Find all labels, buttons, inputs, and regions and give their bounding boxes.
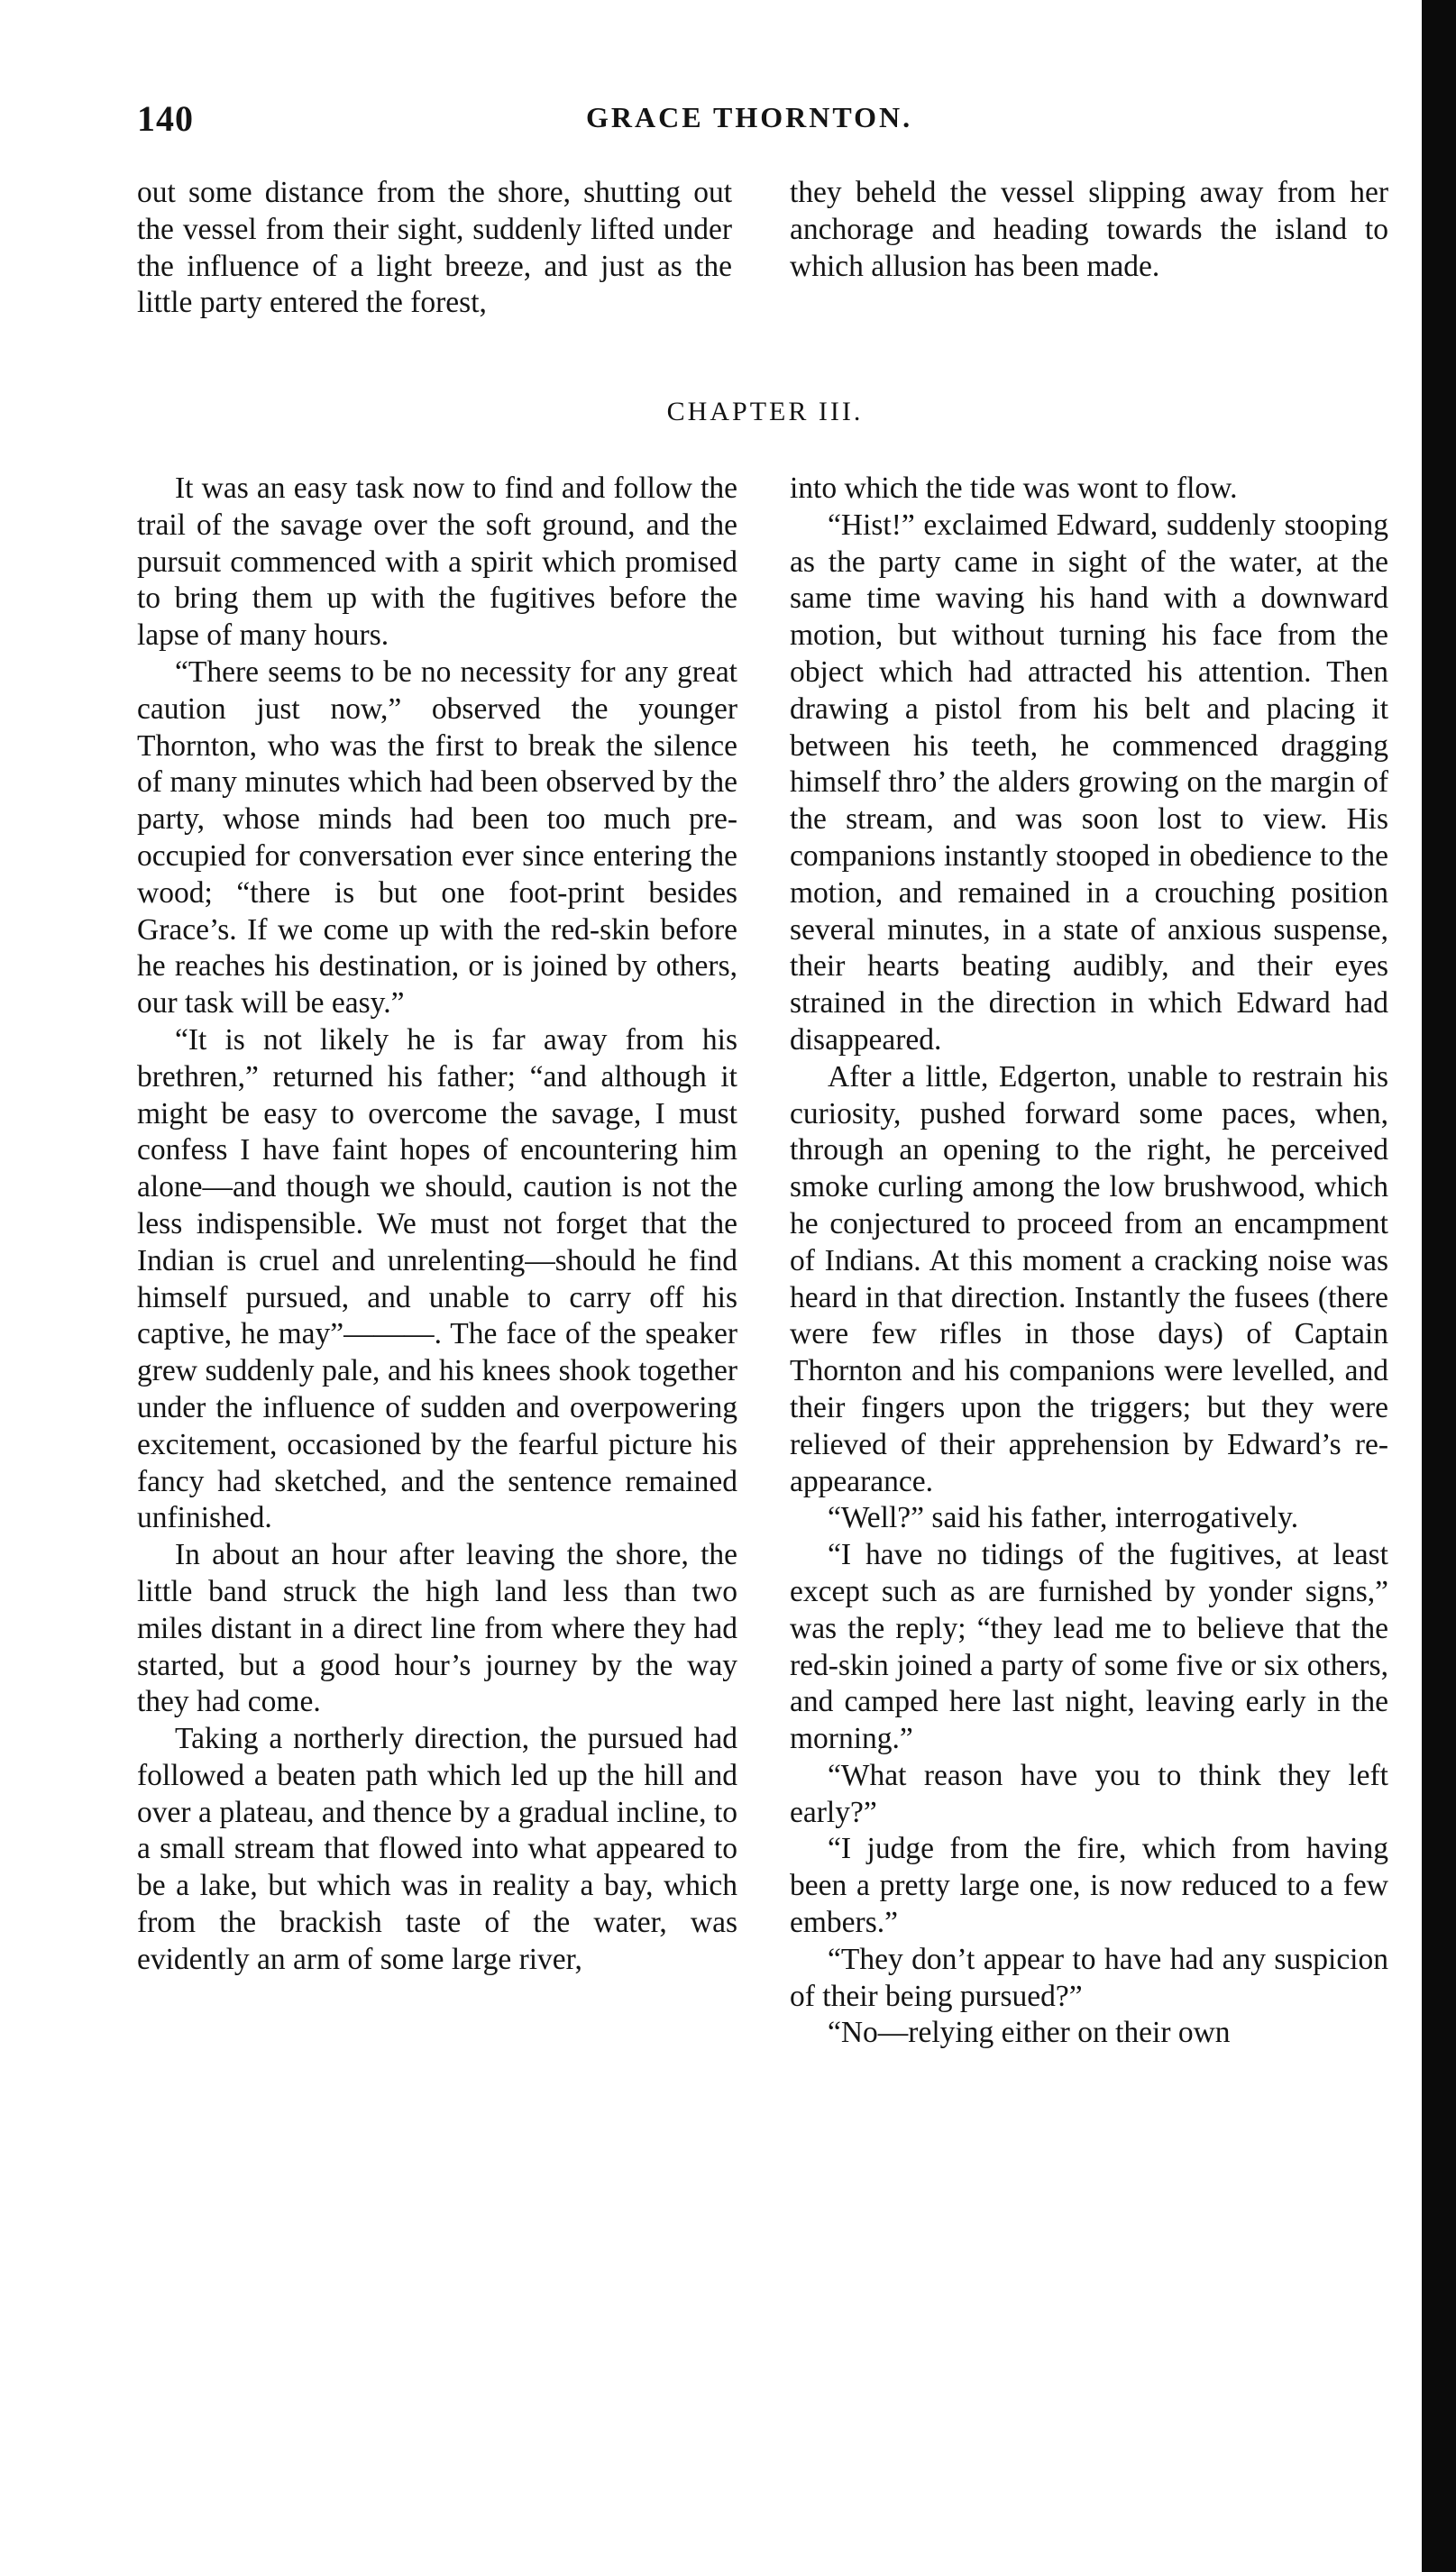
- paragraph: “Hist!” exclaimed Edward, suddenly stooping as the party came in sight of the water, at the same time waving his hand with a downward motion, but without turning his face from the object which had attracted his attention. Then drawing a pistol from his belt and placing it between his teeth, he commenced dragging himself thro’ the alders growing on the margin of the stream, and was soon lost to view. His companions instantly stooped in obedience to the motion, and remained in a crouching position several minutes, in a state of anxious suspense, their hearts beating audibly, and their eyes strained in the direction in which Edward had disappeared.: [790, 508, 1388, 1057]
- paragraph: “I have no tidings of the fugitives, at least except such as are furnished by yonder signs,” was the reply; “they lead me to believe that the red-skin joined a party of some five or six others, and camped here last night, leaving early in the morning.”: [790, 1538, 1388, 1756]
- paragraph: After a little, Edgerton, unable to restrain his curiosity, pushed forward some paces, when, through an opening to the right, he perceived smoke curling among the low brushwood, which he conjectured to proceed from an encampment of Indians. At this moment a cracking noise was heard in that direction. Instantly the fusees (there were few rifles in those days) of Captain Thornton and his companions were levelled, and their fingers upon the triggers; but they were relieved of their apprehension by Edward’s re-appearance.: [790, 1059, 1388, 1498]
- paragraph: “It is not likely he is far away from his brethren,” returned his father; “and although it might be easy to overcome the savage, I must confess I have faint hopes of encountering him alone—and though we should, caution is not the less indispensible. We must not forget that the Indian is cruel and unrelenting—should he find himself pursued, and unable to carry off his captive, he may”———. The face of the speaker grew suddenly pale, and his knees shook together under the influence of sudden and overpowering excitement, occasioned by the fearful picture his fancy had sketched, and the sentence remained unfinished.: [137, 1022, 737, 1535]
- paragraph: “They don’t appear to have had any suspicion of their being pursued?”: [790, 1942, 1388, 2013]
- paragraph: they beheld the vessel slipping away from her anchorage and heading towards the island to which allusion has been made.: [790, 176, 1388, 283]
- body-left-column: [137, 471, 737, 1979]
- page-number: 140: [137, 98, 194, 139]
- paragraph: “I judge from the fire, which from having been a pretty large one, is now reduced to a few embers.”: [790, 1832, 1388, 1940]
- intro-left-column: [137, 175, 732, 322]
- paragraph: out some distance from the shore, shutting out the vessel from their sight, suddenly lifted under the influence of a light breeze, and just as the little party entered the forest,: [137, 176, 732, 320]
- intro-right-column: [790, 175, 1388, 285]
- body-right-column: [790, 471, 1388, 2052]
- paragraph: It was an easy task now to find and follow the trail of the savage over the soft ground, and the pursuit commenced with a spirit which promised to bring them up with the fugitives before the lapse of many hours.: [137, 471, 737, 653]
- paragraph: “No—relying either on their own: [828, 2016, 1231, 2050]
- paragraph: “Well?” said his father, interrogatively.: [828, 1501, 1299, 1535]
- chapter-heading: CHAPTER III.: [666, 397, 864, 426]
- paragraph: “There seems to be no necessity for any great caution just now,” observed the younger Thornton, who was the first to break the silence of many minutes which had been observed by the party, whose minds had been too much pre-occupied for conversation ever since entering the wood; “there is but one foot-print besides Grace’s. If we come up with the red-skin before he reaches his destination, or is joined by others, our task will be easy.”: [137, 654, 737, 1021]
- paragraph: In about an hour after leaving the shore, the little band struck the high land less than two miles distant in a direct line from where they had started, but a good hour’s journey by the way they had come.: [137, 1538, 737, 1719]
- paragraph: Taking a northerly direction, the pursued had followed a beaten path which led up the hill and over a plateau, and thence by a gradual incline, to a small stream that flowed into what appeared to be a lake, but which was in reality a bay, which from the brackish taste of the water, was evidently an arm of some large river,: [137, 1722, 737, 1976]
- page-edge-bar: [1422, 0, 1456, 2572]
- running-head: GRACE THORNTON.: [586, 101, 913, 133]
- paragraph: into which the tide was wont to flow.: [790, 471, 1238, 505]
- paragraph: “What reason have you to think they left early?”: [790, 1758, 1388, 1829]
